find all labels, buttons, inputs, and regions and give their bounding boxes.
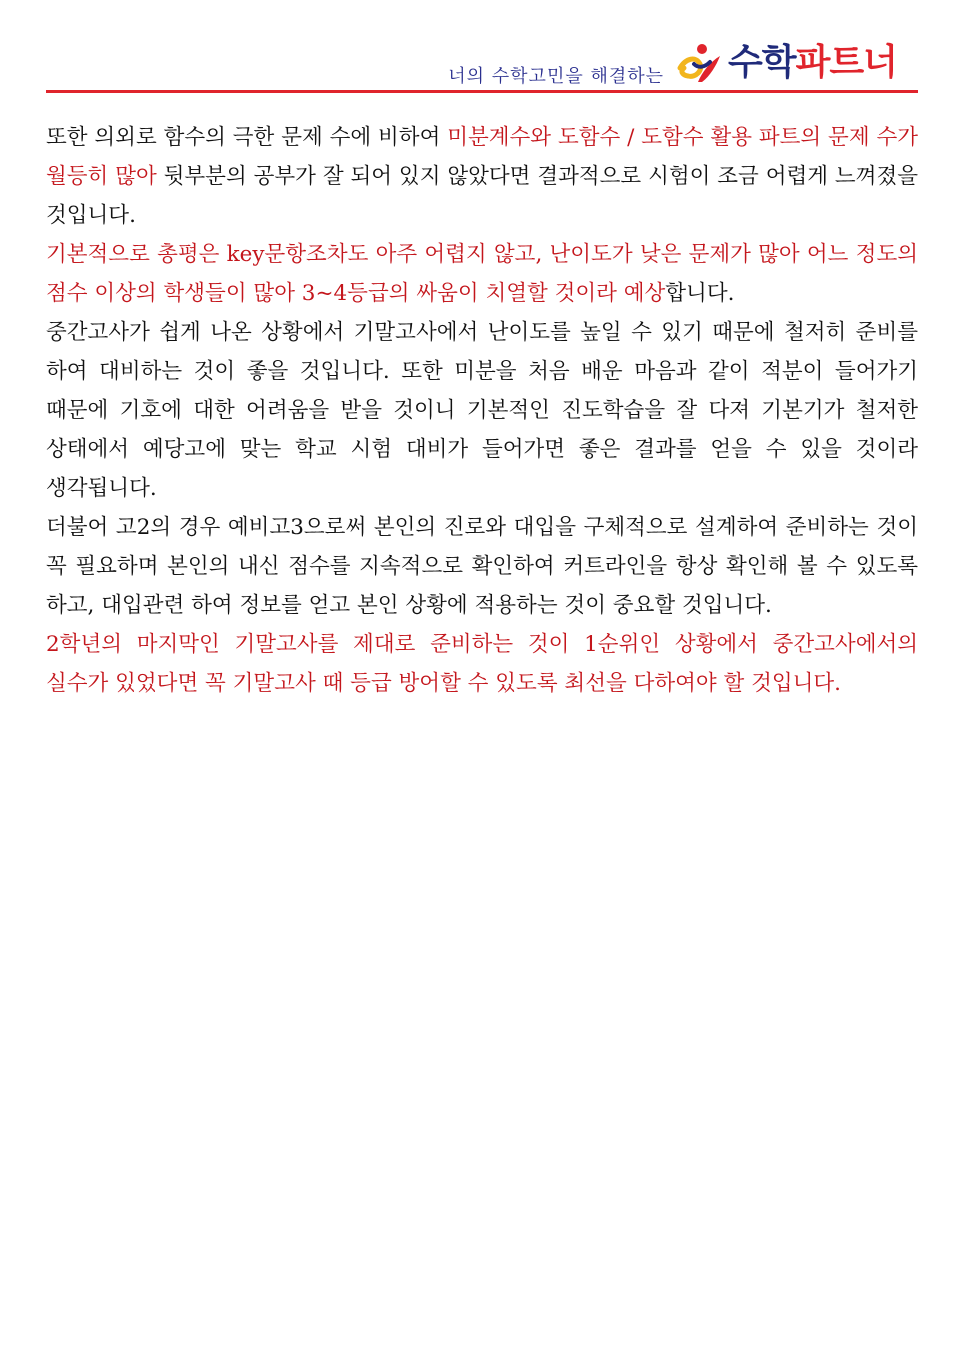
body-text: 뒷부분의 공부가 잘 되어 있지 않았다면 결과적으로 시험이 조금 어렵게 느껴졌을 것입니다. bbox=[46, 164, 918, 228]
document-body bbox=[46, 118, 918, 703]
brand-logo bbox=[676, 38, 918, 88]
paragraph bbox=[46, 625, 918, 703]
logo-text bbox=[728, 38, 897, 88]
header-divider bbox=[46, 90, 918, 93]
highlighted-text: 2학년의 마지막인 기말고사를 제대로 준비하는 것이 1순위인 상황에서 중간고사에서의 실수가 있었다면 꼭 기말고사 때 등급 방어할 수 있도록 최선을 다하여야 할 것입니다. bbox=[46, 632, 918, 696]
paragraph bbox=[46, 118, 918, 235]
logo-text-part1: 수학 bbox=[728, 42, 796, 83]
highlighted-text: 미분계수와 도함수 / 도함수 활용 파트의 문제 수가 월등히 많아 bbox=[46, 125, 919, 189]
body-text: 중간고사가 쉽게 나온 상황에서 기말고사에서 난이도를 높일 수 있기 때문에 철저히 준비를 하여 대비하는 것이 좋을 것입니다. 또한 미분을 처음 배운 마음과 같이 적분이 들어가기 때문에 기호에 대한 어려움을 받을 것이니 기본적인 진도학습을 잘 다져 기본기가 철저한 상태에서 예당고에 맞는 학교 시험 대비가 들어가면 좋은 결과를 얻을 수 있을 것이라 생각됩니다. bbox=[46, 320, 918, 501]
logo-text-part2: 파트너 bbox=[795, 42, 897, 83]
page-header bbox=[46, 36, 918, 90]
body-text: 더불어 고2의 경우 예비고3으로써 본인의 진로와 대입을 구체적으로 설계하여 준비하는 것이 꼭 필요하며 본인의 내신 점수를 지속적으로 확인하여 커트라인을 항상 확인해 볼 수 있도록 하고, 대입관련 하여 정보를 얻고 본인 상황에 적용하는 것이 중요할 것입니다. bbox=[46, 515, 918, 618]
body-text: 합니다. bbox=[665, 281, 735, 306]
header-tagline: 너의 수학고민을 해결하는 bbox=[448, 66, 664, 87]
highlighted-text: 기본적으로 총평은 key문항조차도 아주 어렵지 않고, 난이도가 낮은 문제가 많아 어느 정도의 점수 이상의 학생들이 많아 3~4등급의 싸움이 치열할 것이라 예상 bbox=[46, 242, 918, 306]
logo-mark-icon bbox=[676, 42, 724, 86]
body-text: 또한 의외로 함수의 극한 문제 수에 비하여 bbox=[46, 125, 448, 150]
paragraph bbox=[46, 235, 918, 313]
paragraph bbox=[46, 313, 918, 508]
paragraph bbox=[46, 508, 918, 625]
